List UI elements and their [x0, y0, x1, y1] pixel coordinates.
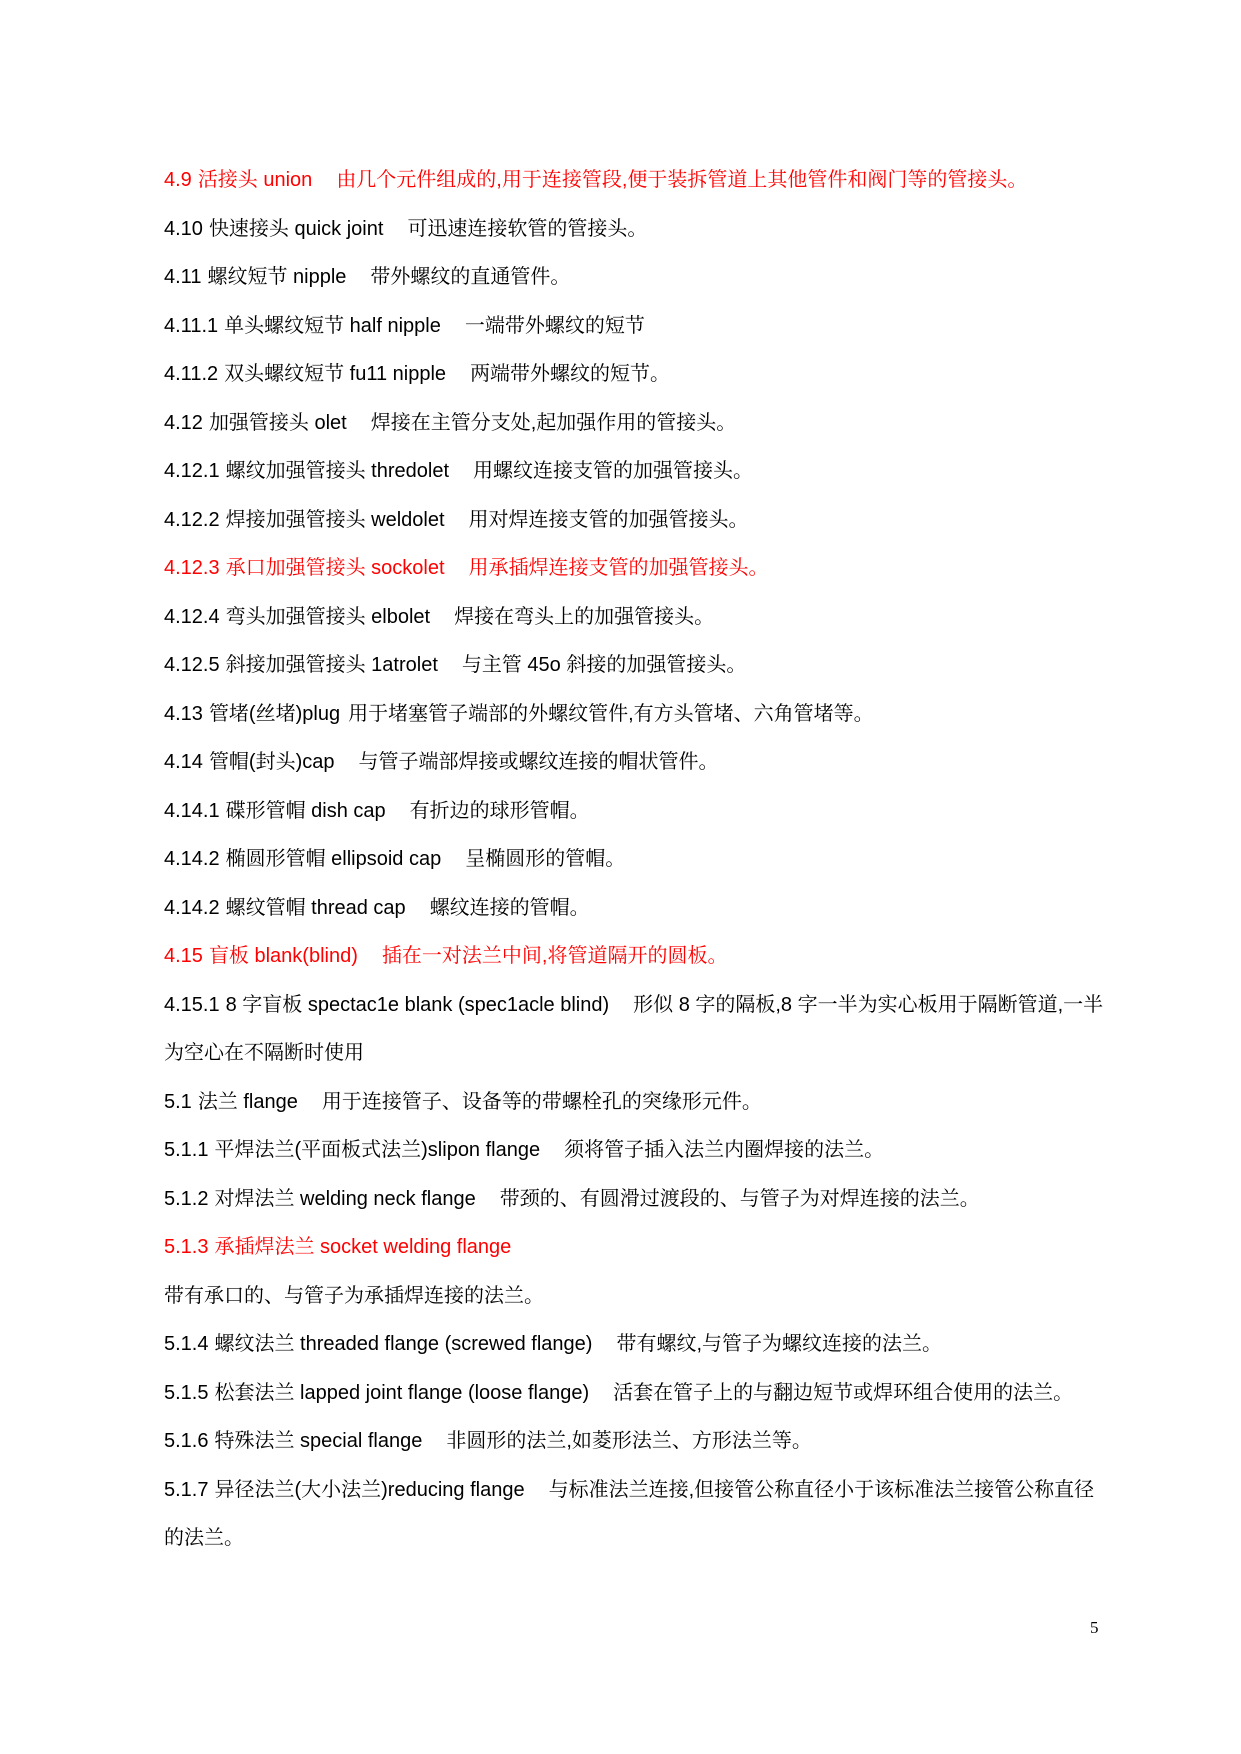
- paragraph: [164, 302, 1114, 351]
- clause-definition: 非圆形的法兰,如菱形法兰、方形法兰等。: [446, 1430, 812, 1452]
- clause-number: 5.1.5: [164, 1381, 209, 1404]
- paragraph: [164, 738, 1114, 787]
- clause-number: 4.11: [164, 266, 202, 288]
- paragraph: [164, 884, 1114, 933]
- paragraph: [164, 1078, 1114, 1127]
- clause-definition: 有折边的球形管帽。: [409, 799, 590, 822]
- paragraph: [164, 1126, 1114, 1175]
- clause-definition: 焊接在弯头上的加强管接头。: [454, 605, 715, 628]
- clause-number: 5.1.3: [164, 1236, 209, 1258]
- clause-term: 单头螺纹短节 half nipple: [224, 314, 441, 337]
- clause-definition: 须将管子插入法兰内圈焊接的法兰。: [564, 1139, 885, 1161]
- clause-number: 4.11.1: [164, 314, 219, 337]
- paragraph: [164, 1320, 1114, 1369]
- paragraph: [164, 544, 1114, 593]
- paragraph: [164, 1223, 1114, 1272]
- clause-definition: 呈椭圆形的管帽。: [465, 848, 626, 870]
- paragraph: [164, 1175, 1114, 1224]
- clause-term: 对焊法兰 welding neck flange: [214, 1187, 476, 1210]
- paragraph: [164, 835, 1114, 884]
- clause-term: 异径法兰(大小法兰)reducing flange: [214, 1478, 525, 1501]
- clause-definition: 用于连接管子、设备等的带螺栓孔的突缘形元件。: [321, 1090, 762, 1113]
- clause-term: 加强管接头 olet: [208, 411, 347, 434]
- clause-number: 4.14.2: [164, 896, 220, 919]
- paragraph: [164, 981, 1114, 1078]
- page-number: 5: [1090, 1618, 1099, 1637]
- clause-term: 管帽(封头)cap: [208, 751, 335, 773]
- paragraph: [164, 690, 1114, 739]
- clause-definition: 用对焊连接支管的加强管接头。: [468, 508, 749, 531]
- paragraph: [164, 399, 1114, 448]
- clause-definition: 用螺纹连接支管的加强管接头。: [473, 460, 753, 482]
- clause-definition: 用于堵塞管子端部的外螺纹管件,有方头管堵、六角管堵等。: [348, 702, 874, 725]
- clause-term: 平焊法兰(平面板式法兰)slipon flange: [214, 1139, 541, 1161]
- clause-number: 4.14.1: [164, 799, 220, 822]
- clause-definition: 带颈的、有圆滑过渡段的、与管子为对焊连接的法兰。: [499, 1187, 980, 1210]
- clause-definition: 插在一对法兰中间,将管道隔开的圆板。: [381, 945, 728, 967]
- clause-definition: 与管子端部焊接或螺纹连接的帽状管件。: [358, 751, 719, 773]
- clause-definition: 带外螺纹的直通管件。: [370, 266, 571, 288]
- clause-number: 4.12.4: [164, 605, 220, 628]
- paragraph: [164, 641, 1114, 690]
- paragraph: [164, 205, 1114, 254]
- clause-definition: 与标准法兰连接,但接管公称直径小于该标准法兰接管公称直径的法兰。: [164, 1478, 1095, 1549]
- clause-definition: 螺纹连接的管帽。: [429, 896, 590, 919]
- clause-term: 斜接加强管接头 1atrolet: [225, 654, 438, 676]
- clause-term: 快速接头 quick joint: [208, 217, 384, 240]
- clause-term: 盲板 blank(blind): [208, 945, 358, 967]
- clause-number: 4.14.2: [164, 848, 220, 870]
- clause-term: 承口加强管接头 sockolet: [225, 557, 445, 579]
- clause-number: 4.13: [164, 702, 203, 725]
- clause-number: 4.12: [164, 411, 203, 434]
- paragraph: [164, 593, 1114, 642]
- clause-number: 5.1: [164, 1090, 192, 1113]
- clause-number: 4.12.5: [164, 654, 220, 676]
- clause-term: 管堵(丝堵)plug: [208, 702, 341, 725]
- clause-number: 5.1.4: [164, 1333, 209, 1355]
- clause-definition: 一端带外螺纹的短节: [464, 314, 645, 337]
- paragraph: [164, 253, 1114, 302]
- clause-term: 螺纹短节 nipple: [207, 266, 347, 288]
- clause-term: 弯头加强管接头 elbolet: [225, 605, 431, 628]
- clause-term: 特殊法兰 special flange: [214, 1430, 423, 1452]
- clause-number: 5.1.1: [164, 1139, 209, 1161]
- paragraph: [164, 156, 1114, 205]
- clause-definition: 两端带外螺纹的短节。: [470, 363, 671, 385]
- clause-number: 4.9: [164, 169, 192, 191]
- clause-term: 法兰 flange: [197, 1090, 298, 1113]
- paragraph: [164, 932, 1114, 981]
- clause-term: 螺纹管帽 thread cap: [225, 896, 406, 919]
- clause-number: 5.1.6: [164, 1430, 209, 1452]
- clause-definition: 活套在管子上的与翻边短节或焊环组合使用的法兰。: [613, 1381, 1074, 1404]
- clause-term: 双头螺纹短节 fu11 nipple: [224, 363, 447, 385]
- clause-definition: 与主管 45o 斜接的加强管接头。: [461, 654, 747, 676]
- clause-definition: 可迅速连接软管的管接头。: [407, 217, 648, 240]
- clause-definition: 焊接在主管分支处,起加强作用的管接头。: [370, 411, 737, 434]
- clause-term: 碟形管帽 dish cap: [225, 799, 386, 822]
- clause-number: 4.10: [164, 217, 203, 240]
- clause-definition: 形似 8 字的隔板,8 字一半为实心板用于隔断管道,一半为空心在不隔断时使用: [164, 993, 1104, 1064]
- clause-term: 螺纹法兰 threaded flange (screwed flange): [214, 1333, 593, 1355]
- clause-number: 4.15: [164, 945, 203, 967]
- clause-number: 4.12.3: [164, 557, 220, 579]
- clause-term: 松套法兰 lapped joint flange (loose flange): [214, 1381, 590, 1404]
- paragraph: [164, 1417, 1114, 1466]
- document-body: [164, 156, 1114, 1563]
- clause-number: 5.1.2: [164, 1187, 209, 1210]
- clause-definition: 用承插焊连接支管的加强管接头。: [468, 557, 769, 579]
- clause-number: 5.1.7: [164, 1478, 209, 1501]
- paragraph: [164, 1272, 1114, 1321]
- clause-term: 活接头 union: [197, 169, 313, 191]
- paragraph: [164, 1369, 1114, 1418]
- paragraph: [164, 1466, 1114, 1563]
- clause-term: 椭圆形管帽 ellipsoid cap: [225, 848, 442, 870]
- clause-number: 4.14: [164, 751, 203, 773]
- clause-definition: 由几个元件组成的,用于连接管段,便于装拆管道上其他管件和阀门等的管接头。: [336, 169, 1028, 191]
- paragraph: [164, 447, 1114, 496]
- paragraph: [164, 350, 1114, 399]
- clause-number: 4.12.1: [164, 460, 220, 482]
- clause-term: 承插焊法兰 socket welding flange: [214, 1236, 512, 1258]
- clause-number: 4.12.2: [164, 508, 220, 531]
- clause-number: 4.15.1: [164, 993, 220, 1016]
- paragraph: [164, 787, 1114, 836]
- clause-term: 8 字盲板 spectac1e blank (spec1acle blind): [225, 993, 610, 1016]
- clause-term: 焊接加强管接头 weldolet: [225, 508, 445, 531]
- clause-number: 4.11.2: [164, 363, 219, 385]
- clause-definition: 带有承口的、与管子为承插焊连接的法兰。: [164, 1284, 544, 1307]
- paragraph: [164, 496, 1114, 545]
- clause-term: 螺纹加强管接头 thredolet: [225, 460, 449, 482]
- clause-definition: 带有螺纹,与管子为螺纹连接的法兰。: [616, 1333, 943, 1355]
